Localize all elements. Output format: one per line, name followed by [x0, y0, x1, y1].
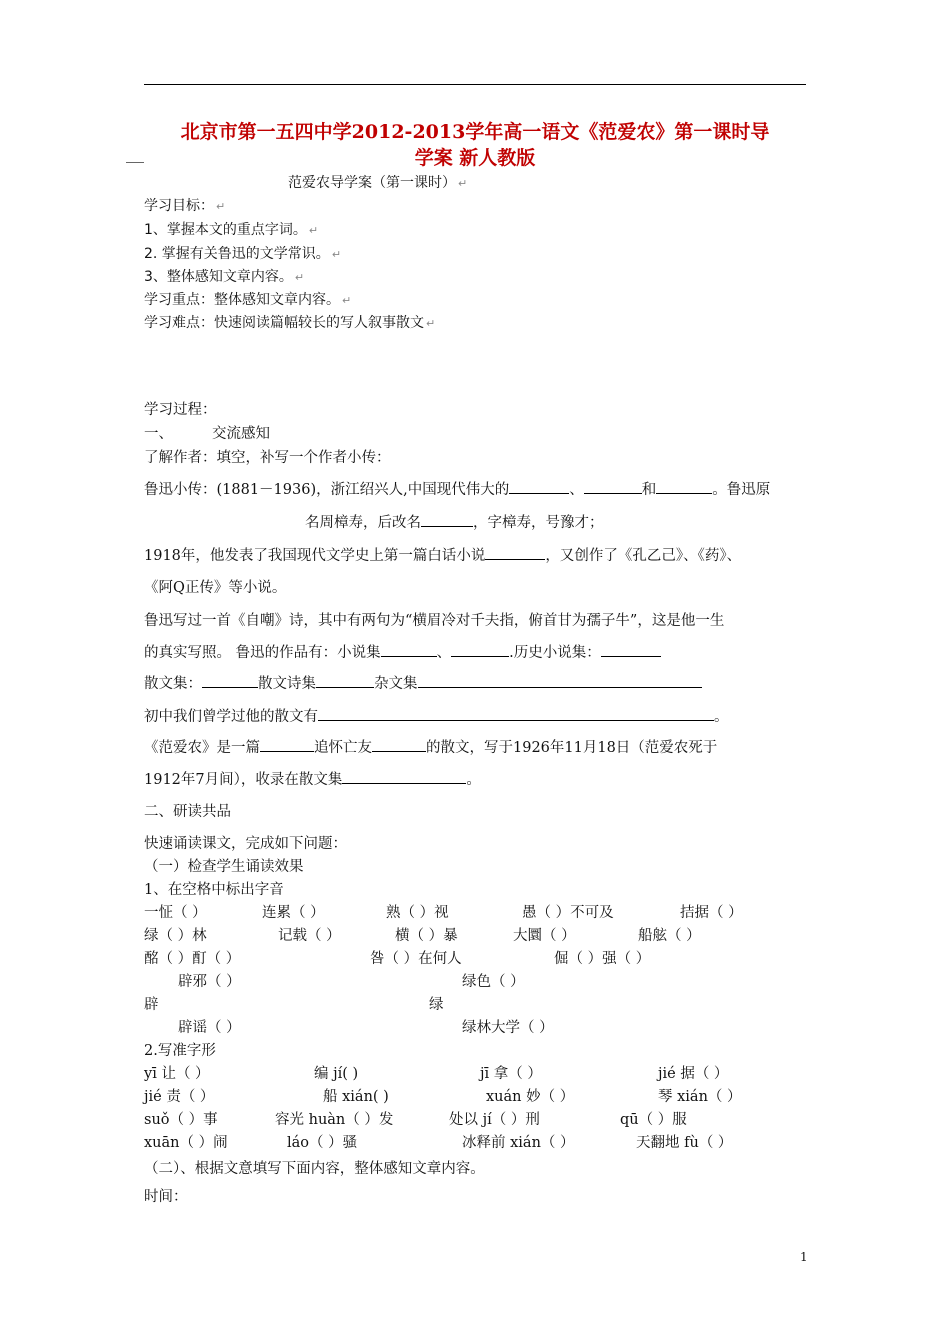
glyph-item: 冰释前 xián（ ） — [462, 1135, 575, 1151]
time-label: 时间： — [144, 1189, 188, 1205]
difficulty-point: 学习难点：快速阅读篇幅较长的写人叙事散文 ↵ — [144, 315, 436, 331]
subsection2-title: （二）、根据文意填写下面内容，整体感知文章内容。 — [144, 1161, 485, 1177]
pinyin-item: 绿（ ）林 — [144, 928, 207, 944]
document-title-line1: 北京市第一五四中学2012-2013学年高一语文《范爱农》第一课时导 — [180, 121, 770, 143]
bio-line4: 《阿Q正传》等小说。 — [144, 580, 287, 596]
pinyin-item: 辟谣（ ） — [178, 1020, 241, 1036]
section2-intro: 快速诵读课文，完成如下问题： — [144, 836, 347, 852]
pinyin-item: 拮据（ ） — [680, 905, 743, 921]
pinyin-item: 倔（ ）强（ ） — [554, 951, 651, 967]
author-intro: 了解作者：填空，补写一个作者小传： — [144, 450, 391, 466]
subsection1-title: （一）检查学生诵读效果 — [144, 859, 304, 875]
goal-item: 3、整体感知文章内容。 ↵ — [144, 269, 305, 285]
bio-line1: 鲁迅小传：(1881－1936)，浙江绍兴人,中国现代伟大的 、 和 。鲁迅原 — [144, 478, 770, 499]
glyph-item: jī 拿（ ） — [480, 1066, 542, 1082]
bio-line7: 散文集： 散文诗集 杂文集 — [144, 672, 702, 693]
bio-line9: 《范爱农》是一篇 追怀亡友 的散文，写于1926年11月18日（范爱农死于 — [144, 736, 717, 757]
glyph-item: xuān（ ）闹 — [144, 1135, 228, 1151]
glyph-item: xuán 妙（ ） — [486, 1089, 575, 1105]
pinyin-item: 咎（ ）在何人 — [370, 951, 462, 967]
glyph-item: qū（ ）服 — [620, 1112, 687, 1128]
section2-title: 二、研读共品 — [144, 804, 231, 820]
goal-item: 2. 掌握有关鲁迅的文学常识。 ↵ — [144, 246, 342, 262]
glyph-item: 船 xián( ) — [323, 1089, 389, 1105]
bio-line3: 1918年，他发表了我国现代文学史上第一篇白话小说 ，又创作了《孔乙己》、《药》、 — [144, 544, 741, 565]
section1-number: 一、 — [144, 426, 173, 442]
pinyin-item: 大圜（ ） — [513, 928, 576, 944]
polyphone-char: 绿 — [429, 997, 444, 1013]
pinyin-item: 一怔（ ） — [144, 905, 207, 921]
glyph-item: 琴 xián（ ） — [658, 1089, 742, 1105]
header-rule — [144, 84, 806, 85]
glyph-item: 处以 jí（ ）刑 — [449, 1112, 540, 1128]
pinyin-item: 横（ ）暴 — [395, 928, 458, 944]
question2: 2.写准字形 — [144, 1043, 216, 1059]
glyph-item: yī 让（ ） — [144, 1066, 210, 1082]
process-heading: 学习过程： — [144, 402, 217, 418]
pinyin-item: 船舷（ ） — [638, 928, 701, 944]
key-point: 学习重点：整体感知文章内容。 ↵ — [144, 292, 352, 308]
page-number: 1 — [800, 1250, 808, 1264]
bio-line10: 1912年7月间），收录在散文集 。 — [144, 768, 481, 789]
question1: 1、在空格中标出字音 — [144, 882, 284, 898]
polyphone-char: 辟 — [144, 997, 159, 1013]
pinyin-item: 绿色（ ） — [462, 974, 525, 990]
document-title-line2: 学案 新人教版 — [414, 147, 536, 169]
glyph-item: jié 责（ ） — [144, 1089, 215, 1105]
pinyin-item: 连累（ ） — [262, 905, 325, 921]
bio-line8: 初中我们曾学过他的散文有 。 — [144, 705, 729, 726]
pinyin-item: 绿林大学（ ） — [462, 1020, 554, 1036]
pinyin-item: 记载（ ） — [278, 928, 341, 944]
bio-line5: 鲁迅写过一首《自嘲》诗，其中有两句为“横眉冷对千夫指，俯首甘为孺子牛”，这是他一生 — [144, 613, 725, 629]
pinyin-item: 愚（ ）不可及 — [522, 905, 614, 921]
glyph-item: 容光 huàn（ ）发 — [275, 1112, 394, 1128]
margin-mark — [126, 162, 144, 163]
glyph-item: jié 据（ ） — [658, 1066, 729, 1082]
glyph-item: láo（ ）骚 — [287, 1135, 358, 1151]
glyph-item: 编 jí( ) — [314, 1066, 359, 1082]
section1-title: 交流感知 — [212, 426, 270, 442]
bio-line6: 的真实写照。 鲁迅的作品有：小说集 、 .历史小说集： — [144, 641, 661, 662]
subtitle: 范爱农导学案（第一课时） ↵ — [288, 175, 468, 191]
pinyin-item: 酩（ ）酊（ ） — [144, 951, 241, 967]
glyph-item: 天翻地 fù（ ） — [636, 1135, 733, 1151]
glyph-item: suǒ（ ）事 — [144, 1112, 218, 1128]
pinyin-item: 辟邪（ ） — [178, 974, 241, 990]
bio-line2: 名周樟寿，后改名 ，字樟寿，号豫才； — [305, 511, 604, 532]
pinyin-item: 熟（ ）视 — [386, 905, 449, 921]
goals-heading: 学习目标： ↵ — [144, 198, 226, 214]
goal-item: 1、掌握本文的重点字词。 ↵ — [144, 222, 319, 238]
